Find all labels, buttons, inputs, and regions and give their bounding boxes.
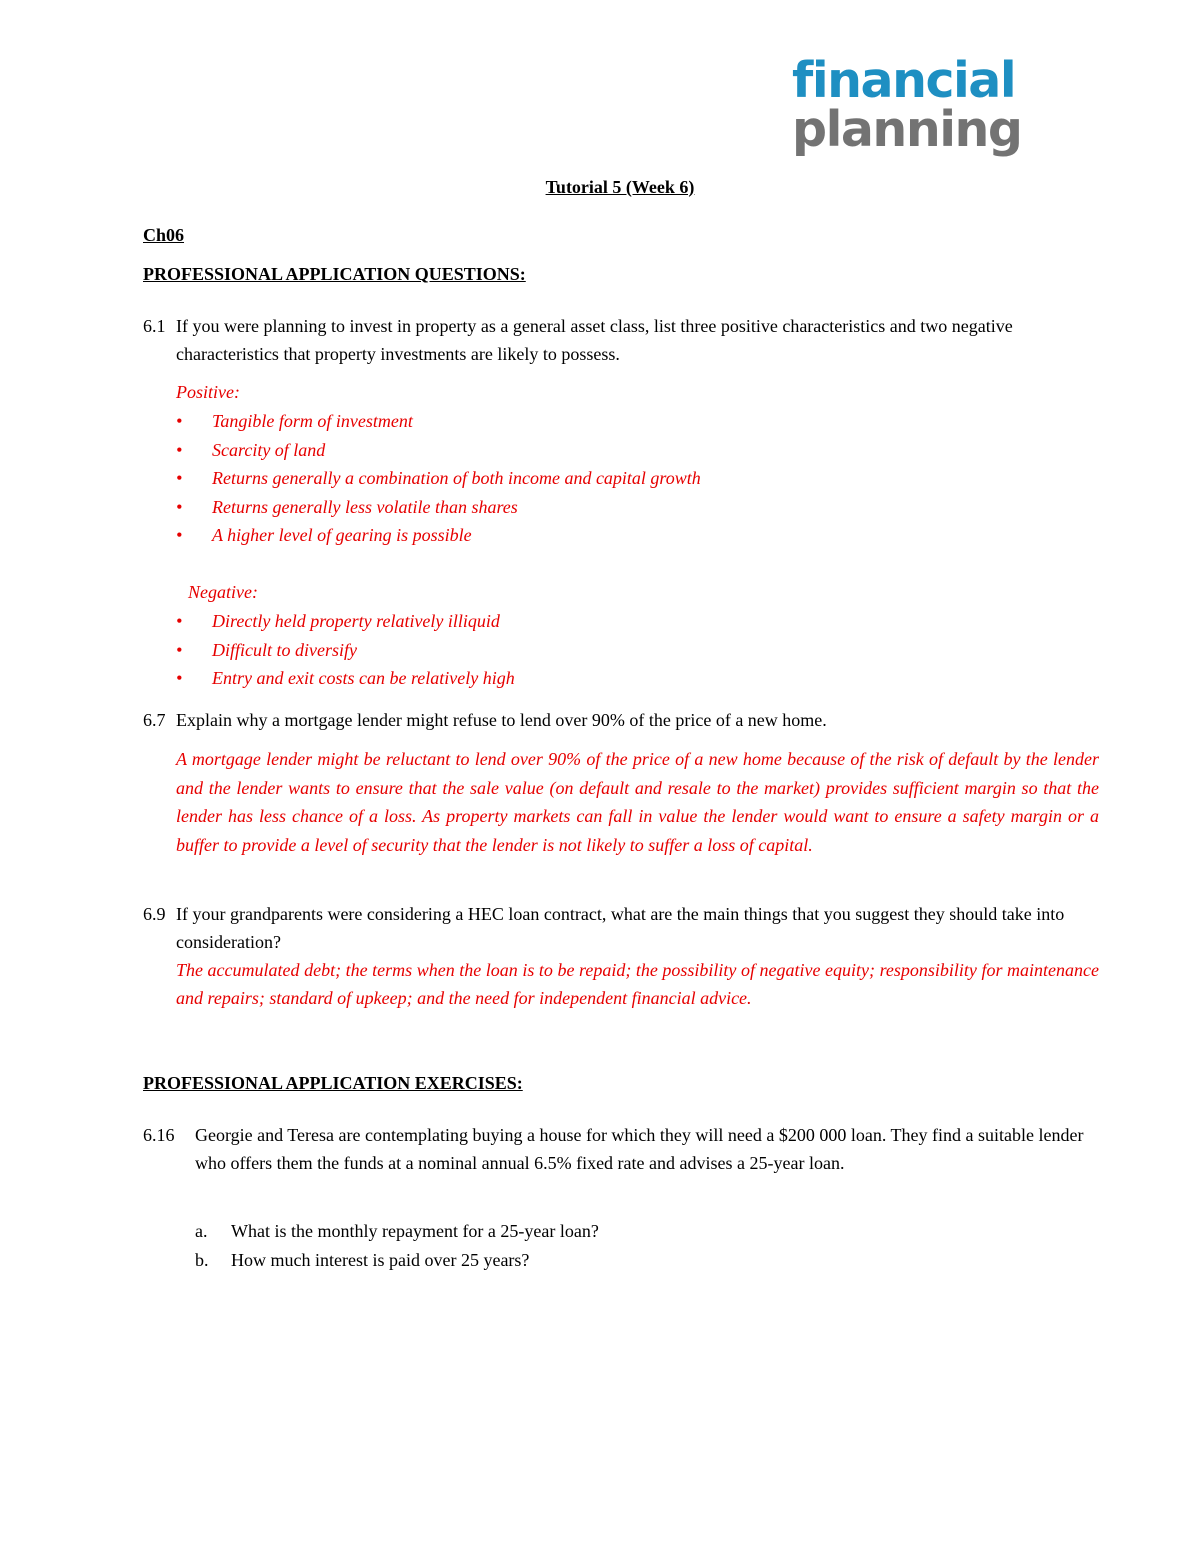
positive-list <box>176 407 701 550</box>
question-number: 6.7 <box>143 710 166 730</box>
list-item: • Difficult to diversify <box>176 636 515 665</box>
bullet-icon: • <box>176 525 183 546</box>
question-number: 6.9 <box>143 904 166 924</box>
exercise-parts <box>195 1217 599 1274</box>
list-item: • Tangible form of investment <box>176 407 701 436</box>
question-text: Explain why a mortgage lender might refuse to lend over 90% of the price of a new home. <box>176 710 827 730</box>
list-item: • A higher level of gearing is possible <box>176 521 701 550</box>
exercises-section-heading: PROFESSIONAL APPLICATION EXERCISES: <box>143 1073 523 1093</box>
exercise-text: Georgie and Teresa are contemplating buying a house for which they will need a $200 000 loan. They find a suitable lender who offers them the funds at a nominal annual 6.5% fixed rate and advises a 25-year loan. <box>195 1125 1084 1173</box>
list-item: • Returns generally less volatile than shares <box>176 493 701 522</box>
bullet-icon: • <box>176 468 183 489</box>
question-6-1 <box>143 312 1103 368</box>
negative-label: Negative: <box>188 582 258 602</box>
bullet-icon: • <box>176 611 183 631</box>
list-item: • Directly held property relatively illiquid <box>176 607 515 636</box>
negative-list <box>176 607 515 693</box>
exercise-number: 6.16 <box>143 1125 175 1145</box>
question-text: If your grandparents were considering a HEC loan contract, what are the main things that you suggest they should take into consideration? <box>176 904 1065 952</box>
question-text: If you were planning to invest in property as a general asset class, list three positive characteristics and two negative characteristics that property investments are likely to possess. <box>176 316 1013 364</box>
list-item: • Scarcity of land <box>176 436 701 465</box>
page-title: Tutorial 5 (Week 6) <box>545 177 695 197</box>
positive-label: Positive: <box>176 382 240 402</box>
logo-line-2: planning <box>792 101 1022 158</box>
bullet-icon: • <box>176 639 183 660</box>
answer-6-9: The accumulated debt; the terms when the loan is to be repaid; the possibility of negative equity; responsibility for maintenance and repairs; standard of upkeep; and the need for independent financial advice. <box>176 960 1099 1008</box>
chapter-heading: Ch06 <box>143 225 185 245</box>
bullet-icon: • <box>176 668 183 689</box>
part-marker: b. <box>195 1249 209 1270</box>
list-item: • Returns generally a combination of both income and capital growth <box>176 464 701 493</box>
exercise-6-16 <box>143 1121 1106 1177</box>
list-item: • Entry and exit costs can be relatively high <box>176 664 515 693</box>
bullet-icon: • <box>176 439 183 460</box>
question-number: 6.1 <box>143 316 166 336</box>
questions-section-heading: PROFESSIONAL APPLICATION QUESTIONS: <box>143 264 526 284</box>
question-6-9 <box>143 900 1103 956</box>
list-item <box>195 1217 599 1246</box>
bullet-icon: • <box>176 496 183 517</box>
part-marker: a. <box>195 1221 208 1241</box>
bullet-icon: • <box>176 411 183 431</box>
financial-planning-logo <box>792 52 1052 158</box>
logo-line-1: financial <box>792 52 1016 109</box>
answer-6-7: A mortgage lender might be reluctant to lend over 90% of the price of a new home because of the risk of default by the lender and the lender wants to ensure that the sale value (on default and resale to the market) provides sufficient margin so that the lender has less chance of a loss. As property markets can fall in value the lender would want to ensure a safety margin or a buffer to provide a level of security that the lender is not likely to suffer a loss of capital. <box>176 749 1099 855</box>
list-item <box>195 1246 599 1275</box>
part-text: What is the monthly repayment for a 25-year loan? <box>231 1221 599 1241</box>
part-text: How much interest is paid over 25 years? <box>231 1249 530 1270</box>
question-6-7 <box>143 706 1103 734</box>
